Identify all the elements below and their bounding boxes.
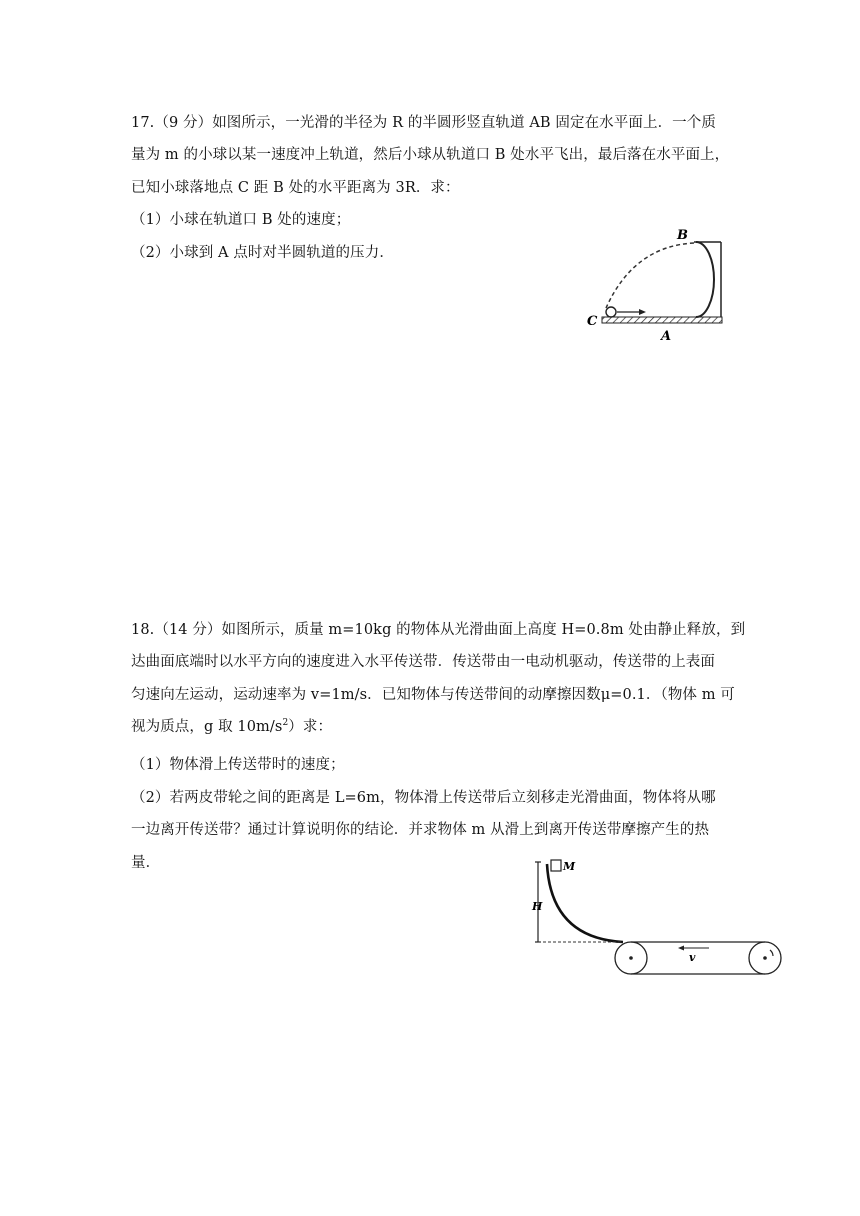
label-b: B — [677, 228, 688, 243]
pulley-left-axle — [629, 956, 633, 960]
q18-line-4 — [131, 717, 332, 737]
belt-velocity-arrowhead — [678, 946, 684, 951]
q18-line-2: 达曲面底端时以水平方向的速度进入水平传送带．传送带由一电动机驱动，传送带的上表面 — [131, 654, 715, 670]
label-a: A — [661, 329, 672, 344]
block-m — [551, 860, 561, 871]
curved-surface — [547, 864, 623, 942]
q17-line-3: 已知小球落地点 C 距 B 处的水平距离为 3R．求： — [131, 180, 460, 196]
ground — [602, 317, 722, 323]
q17-figure-track-diagram — [584, 224, 734, 344]
velocity-arrowhead — [639, 309, 646, 315]
q18-line-4-end: ）求： — [288, 719, 333, 735]
q18-line-4-text: 视为质点，g 取 10m/s — [131, 719, 283, 735]
ball — [606, 307, 616, 317]
q18-line-3: 匀速向左运动，运动速率为 v=1m/s．已知物体与传送带间的动摩擦因数μ=0.1．（物体 m 可 — [131, 687, 735, 703]
q18-line-4-superscript: 2 — [282, 718, 289, 729]
q17-line-1: 17.（9 分）如图所示，一光滑的半径为 R 的半圆形竖直轨道 AB 固定在水平面上．一个质 — [131, 115, 716, 131]
q17-subquestion-2: （2）小球到 A 点时对半圆轨道的压力． — [131, 245, 394, 261]
label-h: H — [532, 900, 543, 913]
q18-line-8: 量． — [131, 855, 161, 871]
label-c: C — [587, 314, 598, 329]
trajectory-dashed — [606, 243, 694, 308]
q18-subquestion-1: （1）物体滑上传送带时的速度； — [131, 757, 345, 773]
q18-line-1: 18.（14 分）如图所示，质量 m=10kg 的物体从光滑曲面上高度 H=0.8m 处由静止释放，到 — [131, 622, 746, 638]
label-m: M — [563, 860, 576, 873]
q18-figure-conveyor-diagram — [523, 852, 793, 982]
label-v: v — [689, 951, 696, 964]
pulley-rotation-arrow — [770, 950, 773, 956]
pulley-right-axle — [763, 956, 767, 960]
q18-line-7: 一边离开传送带？通过计算说明你的结论．并求物体 m 从滑上到离开传送带摩擦产生的热 — [131, 822, 710, 838]
q17-line-2: 量为 m 的小球以某一速度冲上轨道，然后小球从轨道口 B 处水平飞出，最后落在水平面上， — [131, 147, 730, 163]
q18-subquestion-2: （2）若两皮带轮之间的距离是 L=6m，物体滑上传送带后立刻移走光滑曲面，物体将从哪 — [131, 790, 716, 806]
q17-subquestion-1: （1）小球在轨道口 B 处的速度； — [131, 212, 351, 228]
semicircle-track — [696, 242, 714, 317]
